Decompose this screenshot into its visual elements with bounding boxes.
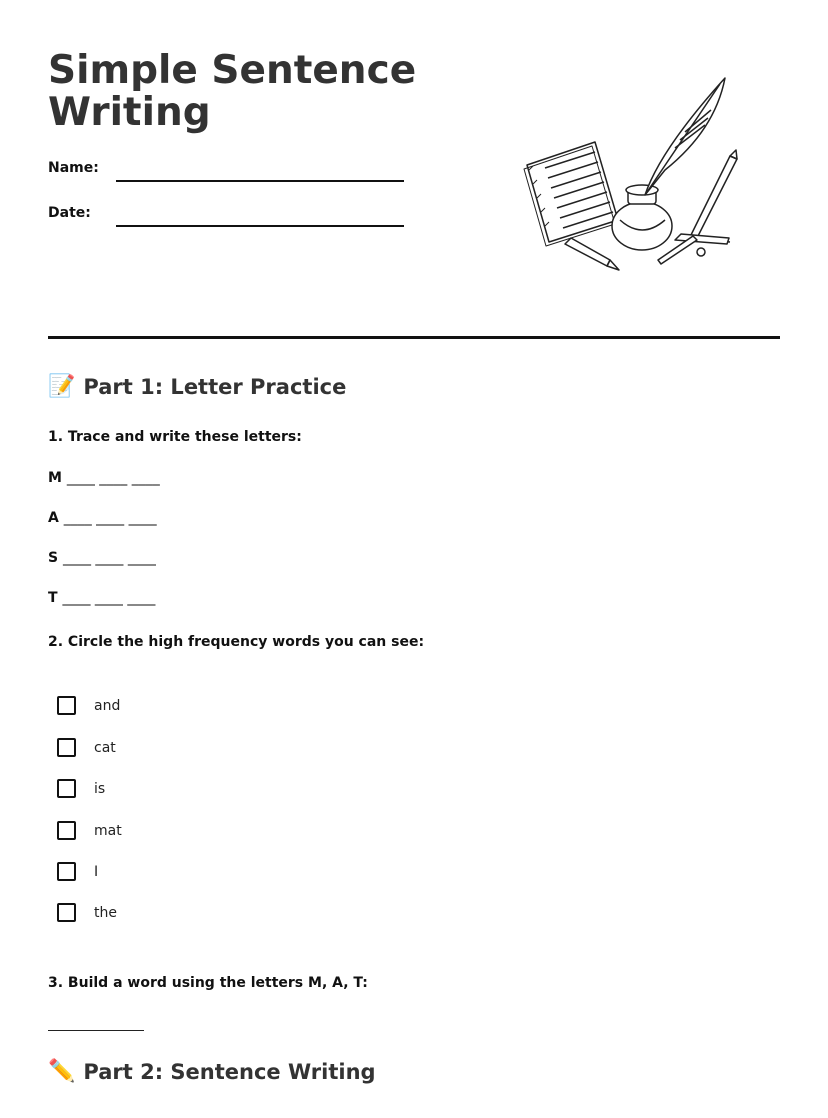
question-3: 3. Build a word using the letters M, A, T: xyxy=(48,975,368,991)
part2-heading xyxy=(48,1059,376,1084)
checkbox[interactable] xyxy=(57,779,76,798)
pencil-icon xyxy=(565,238,619,270)
word-label: I xyxy=(94,863,99,880)
letter-blanks[interactable]: ____ ____ ____ xyxy=(62,590,156,606)
writing-tools-illustration xyxy=(515,70,745,280)
date-field[interactable] xyxy=(116,225,404,227)
letter: A xyxy=(48,510,59,526)
title-line-2: Writing xyxy=(48,90,211,135)
word-label: the xyxy=(94,904,117,921)
word-label: and xyxy=(94,697,121,714)
letter: M xyxy=(48,470,62,486)
checkbox[interactable] xyxy=(57,903,76,922)
word-option-i[interactable] xyxy=(57,862,98,881)
word-label: cat xyxy=(94,739,116,756)
part1-heading-text: Part 1: Letter Practice xyxy=(83,374,347,399)
title-line-1: Simple Sentence xyxy=(48,48,417,93)
letter-row-t xyxy=(48,590,155,606)
letter: S xyxy=(48,550,59,566)
quill-icon xyxy=(645,78,725,195)
memo-icon: 📝 xyxy=(48,374,76,399)
letter-blanks[interactable]: ____ ____ ____ xyxy=(66,470,160,486)
word-label: mat xyxy=(94,822,122,839)
letter-blanks[interactable]: ____ ____ ____ xyxy=(63,510,157,526)
name-label: Name: xyxy=(48,160,99,176)
letter-row-s xyxy=(48,550,156,566)
letter-row-a xyxy=(48,510,157,526)
word-option-is[interactable] xyxy=(57,779,105,798)
notebook-icon xyxy=(524,142,618,246)
question-2: 2. Circle the high frequency words you can see: xyxy=(48,634,425,650)
question-1: 1. Trace and write these letters: xyxy=(48,429,302,445)
word-option-mat[interactable] xyxy=(57,821,122,840)
part1-heading xyxy=(48,374,346,399)
checkbox[interactable] xyxy=(57,738,76,757)
section-divider xyxy=(48,336,780,339)
letter-blanks[interactable]: ____ ____ ____ xyxy=(62,550,156,566)
checkbox[interactable] xyxy=(57,821,76,840)
word-option-cat[interactable] xyxy=(57,738,116,757)
checkbox[interactable] xyxy=(57,862,76,881)
answer-line[interactable] xyxy=(48,1030,144,1031)
ink-bottle-icon xyxy=(612,185,672,250)
page-title xyxy=(48,50,448,134)
pencil-icon-2 xyxy=(675,150,737,244)
part2-heading-text: Part 2: Sentence Writing xyxy=(83,1059,376,1084)
word-label: is xyxy=(94,780,106,797)
date-label: Date: xyxy=(48,205,91,221)
letter-row-m xyxy=(48,470,160,486)
checkbox[interactable] xyxy=(57,696,76,715)
name-field[interactable] xyxy=(116,180,404,182)
word-option-and[interactable] xyxy=(57,696,120,715)
word-option-the[interactable] xyxy=(57,903,117,922)
letter: T xyxy=(48,590,58,606)
pencil-emoji-icon: ✏️ xyxy=(48,1059,76,1084)
